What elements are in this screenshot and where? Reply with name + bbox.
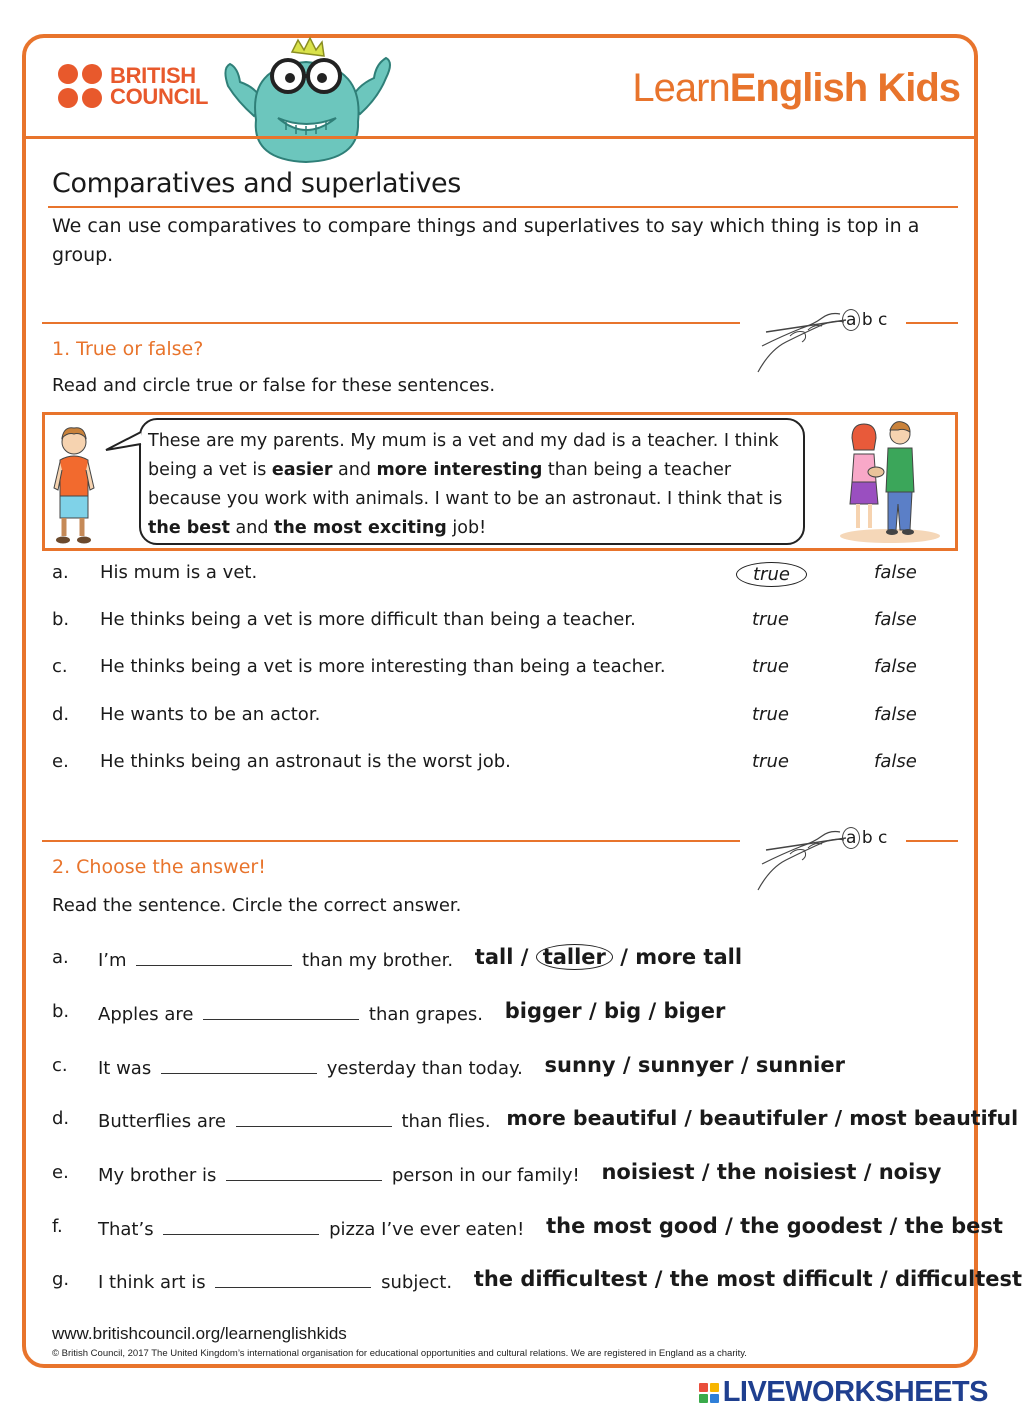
option-separator: / bbox=[872, 1267, 896, 1291]
choice-option[interactable]: most beautiful bbox=[849, 1106, 1019, 1130]
section2-divider-end bbox=[906, 840, 958, 842]
logo-english: English bbox=[729, 66, 868, 110]
parents-illustration bbox=[828, 420, 952, 546]
learnenglish-kids-logo bbox=[632, 66, 960, 111]
tf-false-option[interactable]: false bbox=[874, 704, 917, 725]
monster-mascot-icon bbox=[218, 38, 396, 168]
choice-after-text: yesterday than today. bbox=[326, 1058, 523, 1079]
page-title: Comparatives and superlatives bbox=[52, 168, 461, 199]
abc-circle-1 bbox=[842, 309, 860, 331]
tf-item bbox=[52, 562, 952, 592]
story-text-4: and bbox=[229, 518, 275, 538]
option-separator: / bbox=[513, 945, 536, 969]
story-text-3: than being a teacher because you work with animals. I want to be an astronaut. I think that is bbox=[148, 460, 783, 509]
choice-before-text: Apples are bbox=[98, 1004, 194, 1025]
answer-blank[interactable] bbox=[161, 1058, 317, 1074]
intro-text: We can use comparatives to compare things and superlatives to say which thing is top in a group. bbox=[52, 215, 920, 266]
tf-item-letter: e. bbox=[52, 751, 69, 772]
option-separator: / bbox=[581, 999, 604, 1023]
choice-item bbox=[52, 997, 962, 1027]
option-separator: / bbox=[717, 1214, 741, 1238]
tf-item-letter: d. bbox=[52, 704, 70, 725]
liveworksheets-text: LIVEWORKSHEETS bbox=[722, 1376, 988, 1408]
choice-before-text: My brother is bbox=[98, 1165, 217, 1186]
option-separator: / bbox=[641, 999, 664, 1023]
choice-item bbox=[52, 1212, 1003, 1242]
story-bold-more-interesting: more interesting bbox=[376, 460, 543, 480]
choice-after-text: person in our family! bbox=[391, 1165, 580, 1186]
header-divider bbox=[26, 136, 974, 139]
british-council-logo bbox=[58, 64, 208, 108]
choice-before-text: Butterflies are bbox=[98, 1111, 226, 1132]
answer-blank[interactable] bbox=[215, 1272, 371, 1288]
option-separator: / bbox=[733, 1053, 756, 1077]
story-speech-bubble bbox=[139, 418, 805, 545]
section2-divider bbox=[42, 840, 740, 842]
choice-option[interactable]: bigger bbox=[504, 999, 582, 1023]
choice-option[interactable]: difficultest bbox=[895, 1267, 1022, 1291]
story-text-2: and bbox=[332, 460, 377, 480]
tf-item-sentence: He thinks being an astronaut is the worst job. bbox=[100, 751, 511, 772]
choice-option[interactable]: noisiest bbox=[601, 1160, 695, 1184]
british-council-line1: BRITISH bbox=[110, 63, 196, 88]
answer-blank[interactable] bbox=[236, 1111, 392, 1127]
choice-item bbox=[52, 1051, 962, 1081]
tf-true-option[interactable]: true bbox=[752, 609, 789, 630]
choice-after-text: pizza I’ve ever eaten! bbox=[329, 1219, 525, 1240]
footer-url[interactable]: www.britishcouncil.org/learnenglishkids bbox=[52, 1324, 347, 1343]
tf-item-sentence: He wants to be an actor. bbox=[100, 704, 321, 725]
tf-item bbox=[52, 609, 952, 639]
section1-divider bbox=[42, 322, 740, 324]
tf-item-sentence: He thinks being a vet is more difficult than being a teacher. bbox=[100, 609, 636, 630]
choice-before-text: That’s bbox=[98, 1219, 154, 1240]
choice-item-letter: c. bbox=[52, 1055, 68, 1076]
liveworksheets-logo bbox=[699, 1376, 988, 1409]
choice-option[interactable]: noisy bbox=[878, 1160, 942, 1184]
british-council-dots-icon bbox=[58, 64, 102, 108]
abc-circle-2 bbox=[842, 827, 860, 849]
tf-item-sentence: He thinks being a vet is more interesting than being a teacher. bbox=[100, 656, 666, 677]
story-bold-most-exciting: the most exciting bbox=[274, 518, 447, 538]
option-separator: / bbox=[882, 1214, 905, 1238]
choice-item-letter: d. bbox=[52, 1108, 70, 1129]
option-separator: / bbox=[856, 1160, 879, 1184]
story-bold-easier: easier bbox=[271, 460, 333, 480]
section1-divider-end bbox=[906, 322, 958, 324]
answer-blank[interactable] bbox=[136, 950, 292, 966]
british-council-line2: COUNCIL bbox=[110, 84, 209, 109]
answer-blank[interactable] bbox=[203, 1004, 359, 1020]
choice-option[interactable]: big bbox=[603, 999, 642, 1023]
choice-option[interactable]: tall bbox=[474, 945, 514, 969]
choice-option[interactable]: the best bbox=[904, 1214, 1003, 1238]
section1-instruction: Read and circle true or false for these sentences. bbox=[52, 375, 496, 396]
boy-illustration bbox=[48, 420, 100, 548]
choice-item bbox=[52, 1158, 962, 1188]
choice-after-text: than my brother. bbox=[302, 950, 454, 971]
choice-option[interactable]: sunnyer bbox=[637, 1053, 734, 1077]
tf-true-option-circled[interactable]: true bbox=[736, 562, 807, 587]
tf-item-letter: a. bbox=[52, 562, 69, 583]
tf-false-option[interactable]: false bbox=[874, 562, 917, 583]
footer-copyright: © British Council, 2017 The United Kingdom’s international organisation for educational opportunities and cultural relations. We are registered in England as a charity. bbox=[52, 1348, 747, 1359]
tf-true-option[interactable]: true bbox=[752, 751, 789, 772]
choice-option[interactable]: the noisiest bbox=[716, 1160, 857, 1184]
story-text-5: job! bbox=[446, 518, 487, 538]
choice-item-letter: f. bbox=[52, 1216, 63, 1237]
logo-kids: Kids bbox=[877, 66, 960, 110]
story-text-1: These are my parents. My mum is a vet and my dad is a teacher. I think being a vet is bbox=[148, 431, 779, 480]
choice-item-letter: e. bbox=[52, 1162, 69, 1183]
choice-after-text: than flies. bbox=[401, 1111, 491, 1132]
story-bold-the-best: the best bbox=[148, 518, 230, 538]
tf-false-option[interactable]: false bbox=[874, 656, 917, 677]
choice-option[interactable]: sunny bbox=[544, 1053, 616, 1077]
tf-true-option[interactable]: true bbox=[752, 704, 789, 725]
section2-instruction: Read the sentence. Circle the correct answer. bbox=[52, 895, 462, 916]
tf-item-sentence: His mum is a vet. bbox=[100, 562, 258, 583]
choice-option[interactable]: the most difficult bbox=[669, 1267, 873, 1291]
tf-false-option[interactable]: false bbox=[874, 609, 917, 630]
logo-learn: Learn bbox=[632, 66, 730, 110]
choice-after-text: than grapes. bbox=[368, 1004, 484, 1025]
option-separator: / bbox=[827, 1106, 850, 1130]
tf-item-letter: b. bbox=[52, 609, 70, 630]
choice-option[interactable]: the most good bbox=[546, 1214, 718, 1238]
title-underline bbox=[48, 206, 958, 208]
option-separator: / bbox=[677, 1106, 700, 1130]
choice-item bbox=[52, 1104, 1019, 1134]
choice-before-text: I’m bbox=[98, 950, 127, 971]
choice-before-text: I think art is bbox=[98, 1272, 206, 1293]
tf-true-option[interactable]: true bbox=[752, 656, 789, 677]
choice-option[interactable]: the goodest bbox=[740, 1214, 883, 1238]
speech-bubble-tail bbox=[104, 430, 144, 454]
choice-item-letter: g. bbox=[52, 1269, 70, 1290]
choice-option-circled[interactable]: taller bbox=[536, 944, 613, 970]
choice-option[interactable]: beautifuler bbox=[699, 1106, 828, 1130]
choice-item-letter: b. bbox=[52, 1001, 70, 1022]
choice-after-text: subject. bbox=[381, 1272, 453, 1293]
tf-item bbox=[52, 656, 952, 686]
tf-false-option[interactable]: false bbox=[874, 751, 917, 772]
choice-option[interactable]: sunnier bbox=[755, 1053, 845, 1077]
answer-blank[interactable] bbox=[226, 1165, 382, 1181]
tf-item-letter: c. bbox=[52, 656, 68, 677]
abc-label-2: a b c bbox=[846, 828, 888, 848]
choice-before-text: It was bbox=[98, 1058, 152, 1079]
option-separator: / bbox=[615, 1053, 638, 1077]
answer-blank[interactable] bbox=[163, 1219, 319, 1235]
choice-option[interactable]: more tall bbox=[635, 945, 743, 969]
choice-option[interactable]: more beautiful bbox=[506, 1106, 678, 1130]
choice-option[interactable]: the difficultest bbox=[473, 1267, 648, 1291]
option-separator: / bbox=[694, 1160, 717, 1184]
choice-item-letter: a. bbox=[52, 947, 69, 968]
tf-item bbox=[52, 704, 952, 734]
section1-heading: 1. True or false? bbox=[52, 338, 204, 360]
section2-heading: 2. Choose the answer! bbox=[52, 856, 266, 878]
choice-item bbox=[52, 1265, 1022, 1295]
tf-item bbox=[52, 751, 952, 781]
choice-item bbox=[52, 943, 962, 973]
option-separator: / bbox=[647, 1267, 670, 1291]
choice-option[interactable]: biger bbox=[663, 999, 726, 1023]
option-separator: / bbox=[612, 945, 636, 969]
liveworksheets-icon bbox=[699, 1383, 719, 1403]
abc-label-1: a b c bbox=[846, 310, 888, 330]
